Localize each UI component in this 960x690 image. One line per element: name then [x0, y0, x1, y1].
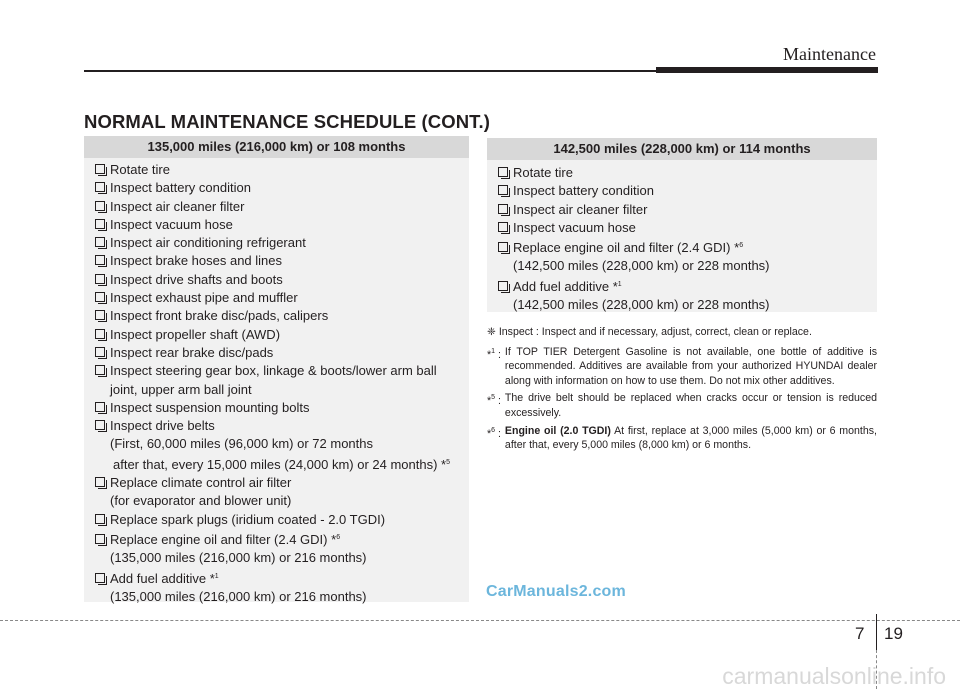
list-item: Inspect brake hoses and lines	[95, 252, 469, 270]
checkbox-icon	[95, 514, 105, 524]
header-rule-thick	[656, 67, 878, 73]
panel-body	[84, 158, 469, 606]
checkbox-icon	[95, 219, 105, 229]
list-item: Replace spark plugs (iridium coated - 2.0 TGDI)	[95, 511, 469, 529]
panel-title: 142,500 miles (228,000 km) or 114 months	[487, 138, 877, 160]
checkbox-icon	[95, 534, 105, 544]
header-section-title: Maintenance	[783, 44, 876, 64]
watermark-link[interactable]: CarManuals2.com	[486, 583, 626, 600]
panel-body	[487, 160, 877, 314]
list-item: Inspect air conditioning refrigerant	[95, 234, 469, 252]
list-item-continuation: (135,000 miles (216,000 km) or 216 months)	[110, 550, 367, 566]
checkbox-icon	[95, 347, 105, 357]
footnote-ref: 1	[617, 280, 622, 288]
list-item: Inspect vacuum hose	[498, 219, 877, 237]
footnote-text: Engine oil (2.0 TGDI) At first, replace at 3,000 miles (5,000 km) or 6 months, after that, every 5,000 miles (8,000 km) or 6 months.	[504, 424, 877, 452]
list-item: Inspect air cleaner filter	[95, 198, 469, 216]
page-heading: NORMAL MAINTENANCE SCHEDULE (CONT.)	[84, 111, 491, 132]
footnote-text: If TOP TIER Detergent Gasoline is not available, one bottle of additive is recommended. Additives are available from your authorized HYUNDAI dealer along with information on how to use them. Do not mix other additives.	[504, 345, 877, 387]
list-item: Inspect battery condition	[95, 179, 469, 197]
page-number: 19	[884, 624, 903, 643]
list-item: Add fuel additive *$^1$	[498, 276, 877, 296]
page-chapter: 7	[855, 624, 865, 643]
list-item: Inspect drive shafts and boots	[95, 271, 469, 289]
list-item: Replace climate control air filter	[95, 474, 469, 492]
list-item: Inspect rear brake disc/pads	[95, 344, 469, 362]
list-item-continuation: joint, upper arm ball joint	[110, 381, 252, 397]
list-item-continuation: (142,500 miles (228,000 km) or 228 months)	[513, 258, 770, 274]
list-item: Inspect front brake disc/pads, calipers	[95, 307, 469, 325]
footnote-6	[487, 424, 877, 453]
footnote-marker: *$^1$ :	[487, 347, 501, 361]
checkbox-icon	[498, 222, 508, 232]
footnote-marker: *$^6$ :	[487, 426, 501, 440]
schedule-panel-135000	[84, 136, 469, 602]
checkbox-icon	[498, 167, 508, 177]
checkbox-icon	[95, 274, 105, 284]
checkbox-icon	[95, 255, 105, 265]
checkbox-icon	[95, 292, 105, 302]
footer-watermark[interactable]: carmanualsonline.info	[722, 663, 946, 689]
footnote-ref: 1	[214, 572, 219, 580]
checkbox-icon	[95, 182, 105, 192]
checkbox-icon	[95, 365, 105, 375]
list-item: Inspect exhaust pipe and muffler	[95, 289, 469, 307]
checkbox-icon	[95, 310, 105, 320]
list-item: Inspect battery condition	[498, 182, 877, 200]
checkbox-icon	[95, 573, 105, 583]
footnotes	[487, 325, 877, 456]
list-item: Inspect air cleaner filter	[498, 201, 877, 219]
list-item-continuation: (142,500 miles (228,000 km) or 228 months)	[513, 297, 770, 313]
list-item: Inspect steering gear box, linkage & boots/lower arm ball	[95, 362, 469, 380]
list-item: Inspect vacuum hose	[95, 216, 469, 234]
checkbox-icon	[95, 237, 105, 247]
checkbox-icon	[95, 402, 105, 412]
list-item-continuation: (for evaporator and blower unit)	[110, 493, 292, 509]
checkbox-icon	[95, 201, 105, 211]
footer-divider	[0, 620, 960, 621]
footnote-1	[487, 345, 877, 389]
checkbox-icon	[498, 242, 508, 252]
page-number-divider	[876, 614, 877, 650]
list-item: Replace engine oil and filter (2.4 GDI) *$^6$	[498, 237, 877, 257]
footnote-ref: 6	[739, 242, 744, 250]
panel-title: 135,000 miles (216,000 km) or 108 months	[84, 136, 469, 158]
schedule-panel-142500	[487, 138, 877, 312]
list-item: Inspect drive belts	[95, 417, 469, 435]
list-item-continuation: after that, every 15,000 miles (24,000 km) or 24 months) *$^5$	[113, 456, 451, 472]
list-item: Inspect propeller shaft (AWD)	[95, 326, 469, 344]
list-item: Inspect suspension mounting bolts	[95, 399, 469, 417]
footnote-ref: 5	[446, 458, 451, 466]
list-item: Replace engine oil and filter (2.4 GDI) *$^6$	[95, 529, 469, 549]
footnote-marker: *$^5$ :	[487, 394, 501, 408]
list-item: Rotate tire	[498, 164, 877, 182]
note-inspect: ❈ Inspect : Inspect and if necessary, adjust, correct, clean or replace.	[487, 326, 812, 338]
checkbox-icon	[95, 477, 105, 487]
checkbox-icon	[498, 185, 508, 195]
list-item-continuation: (First, 60,000 miles (96,000 km) or 72 months	[110, 436, 373, 452]
header-rule	[84, 70, 656, 72]
footnote-ref: 6	[336, 533, 341, 541]
footnote-5	[487, 391, 877, 420]
list-item: Add fuel additive *$^1$	[95, 568, 469, 588]
checkbox-icon	[498, 281, 508, 291]
checkbox-icon	[95, 164, 105, 174]
checkbox-icon	[95, 420, 105, 430]
list-item: Rotate tire	[95, 161, 469, 179]
list-item-continuation: (135,000 miles (216,000 km) or 216 months)	[110, 588, 367, 604]
checkbox-icon	[95, 329, 105, 339]
checkbox-icon	[498, 204, 508, 214]
footnote-text: The drive belt should be replaced when cracks occur or tension is reduced excessively.	[504, 392, 877, 419]
